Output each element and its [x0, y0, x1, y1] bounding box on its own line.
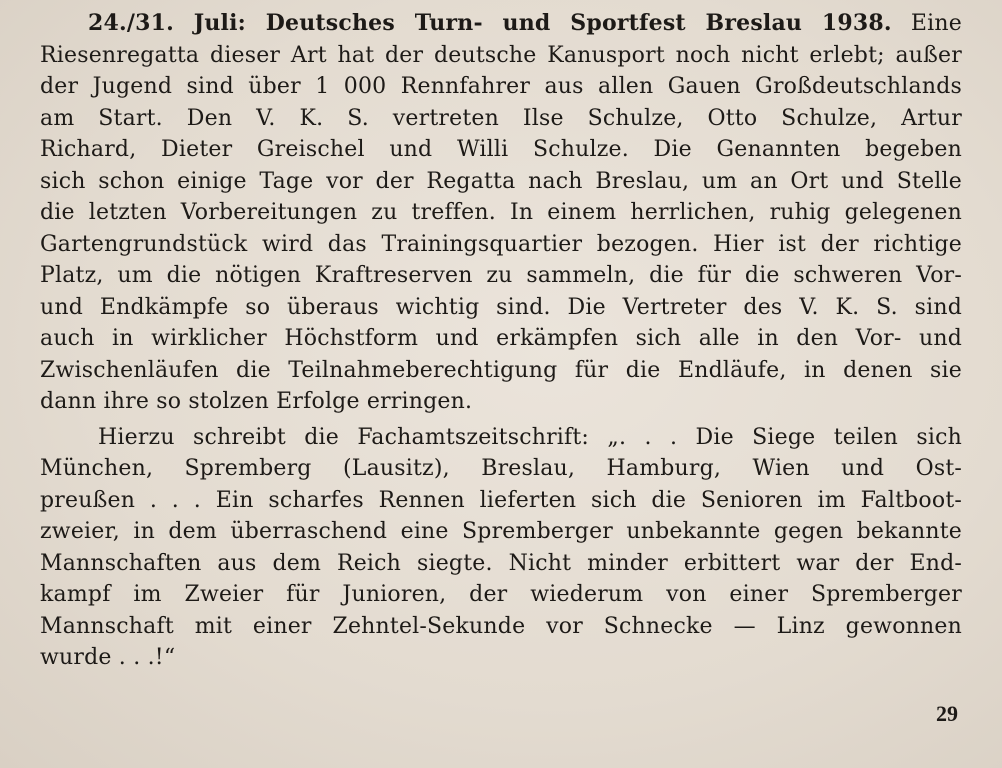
text-line: zweier, in dem überraschend eine Spremberger unbekannte gegen bekannte	[40, 519, 962, 544]
text-line: am Start. Den V. K. S. vertreten Ilse Schulze, Otto Schulze, Artur	[40, 105, 962, 131]
text-line: und Endkämpfe so überaus wichtig sind. Die Vertreter des V. K. S. sind	[40, 294, 962, 320]
text-line: Zwischenläufen die Teilnahmeberechtigung für die Endläufe, in denen sie	[40, 357, 962, 383]
text-line: wurde . . .!“	[40, 645, 176, 670]
text-line: Platz, um die nötigen Kraftreserven zu sammeln, die für die schweren Vor-	[40, 263, 962, 288]
page-number: 29	[936, 701, 958, 726]
text-line: Eine	[910, 11, 962, 36]
text-line: München, Spremberg (Lausitz), Breslau, Hamburg, Wien und Ost-	[40, 456, 962, 481]
text-line: Mannschaften aus dem Reich siegte. Nicht minder erbittert war der End-	[40, 550, 962, 576]
text-line: die letzten Vorbereitungen zu treffen. In einem herrlichen, ruhig gelegenen	[40, 200, 962, 225]
text-line: kampf im Zweier für Junioren, der wiederum von einer Spremberger	[40, 582, 962, 607]
text-line: preußen . . . Ein scharfes Rennen lieferten sich die Senioren im Faltboot-	[40, 487, 962, 513]
text-line: Riesenregatta dieser Art hat der deutsche Kanusport noch nicht erlebt; außer	[40, 42, 962, 68]
text-line: Mannschaft mit einer Zehntel-Sekunde vor Schnecke — Linz gewonnen	[40, 613, 962, 639]
body-text	[40, 8, 962, 674]
paragraph-2-line-1: Hierzu schreibt die Fachamtszeitschrift: „. . . Die Siege teilen sich	[98, 424, 962, 450]
text-line: sich schon einige Tage vor der Regatta nach Breslau, um an Ort und Stelle	[40, 168, 962, 194]
text-line: der Jugend sind über 1 000 Rennfahrer aus allen Gauen Großdeutschlands	[40, 74, 962, 99]
text-line: dann ihre so stolzen Erfolge erringen.	[40, 389, 473, 414]
text-line: Richard, Dieter Greischel und Willi Schulze. Die Genannten begeben	[40, 137, 962, 162]
paragraph-1-line-1	[40, 8, 962, 40]
text-line: Gartengrundstück wird das Trainingsquartier bezogen. Hier ist der richtige	[40, 231, 962, 257]
text-line: auch in wirklicher Höchstform und erkämpfen sich alle in den Vor- und	[40, 326, 962, 351]
section-headline: 24./31. Juli: Deutsches Turn- und Sportfest Breslau 1938.	[88, 10, 892, 36]
